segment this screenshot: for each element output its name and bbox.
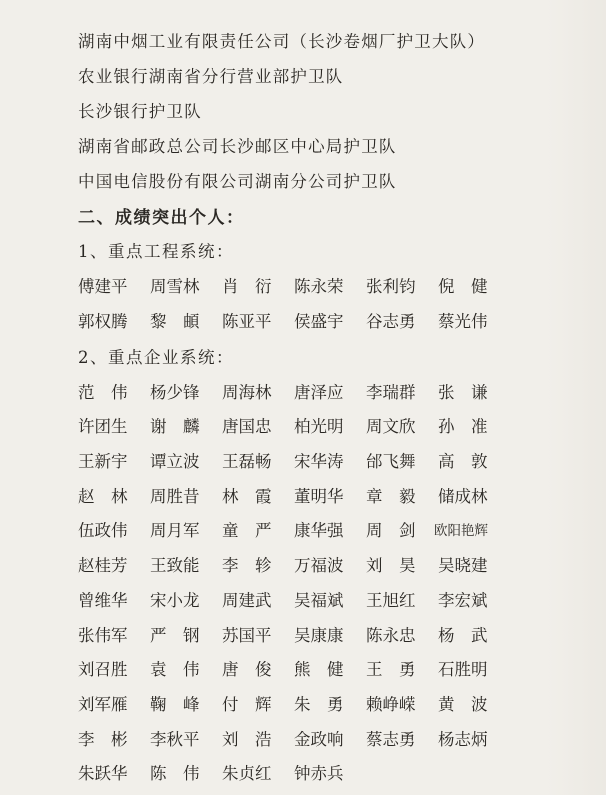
person-name: 蔡志勇	[366, 730, 416, 749]
name-row	[78, 379, 498, 403]
person-name: 周胜昔	[150, 487, 200, 506]
person-name: 董明华	[294, 487, 344, 506]
organization-line: 湖南中烟工业有限责任公司（长沙卷烟厂护卫大队）	[78, 32, 486, 51]
person-name: 刘 昊	[366, 556, 416, 575]
person-name: 周 剑	[366, 521, 416, 540]
name-row	[78, 587, 498, 611]
person-name: 谷志勇	[366, 312, 416, 331]
person-name: 李 轸	[222, 556, 272, 575]
person-name: 陈永荣	[294, 277, 344, 296]
person-name: 曾维华	[78, 591, 128, 610]
person-name: 万福波	[294, 556, 344, 575]
name-row	[78, 448, 498, 472]
person-name: 柏光明	[294, 417, 344, 436]
person-name: 唐泽应	[294, 383, 344, 402]
group-title: 1、重点工程系统：	[78, 242, 234, 261]
person-name: 倪 健	[438, 277, 488, 296]
person-name: 严 钢	[150, 626, 200, 645]
person-name: 谢 麟	[150, 417, 200, 436]
name-row	[78, 691, 498, 715]
person-name: 唐国忠	[222, 417, 272, 436]
person-name: 杨少锋	[150, 383, 200, 402]
person-name: 刘召胜	[78, 660, 128, 679]
person-name: 石胜明	[438, 660, 488, 679]
person-name: 陈 伟	[150, 764, 200, 783]
name-row	[78, 483, 498, 507]
organization-line: 长沙银行护卫队	[78, 102, 202, 121]
person-name: 周月军	[150, 521, 200, 540]
person-name: 郭权腾	[78, 312, 128, 331]
person-name: 童 严	[222, 521, 272, 540]
person-name: 张 谦	[438, 383, 488, 402]
person-name: 金政响	[294, 730, 344, 749]
person-name: 袁 伟	[150, 660, 200, 679]
person-name: 蔡光伟	[438, 312, 488, 331]
person-name: 邰飞舞	[366, 452, 416, 471]
person-name: 黄 波	[438, 695, 488, 714]
organization-line: 中国电信股份有限公司湖南分公司护卫队	[78, 172, 397, 191]
person-name: 周雪林	[150, 277, 200, 296]
person-name: 宋小龙	[150, 591, 200, 610]
person-name: 李秋平	[150, 730, 200, 749]
person-name: 欧阳艳辉	[434, 523, 488, 539]
person-name: 周文欣	[366, 417, 416, 436]
name-row	[78, 656, 498, 680]
name-row	[78, 517, 498, 541]
person-name: 肖 衍	[222, 277, 272, 296]
person-name: 宋华涛	[294, 452, 344, 471]
person-name: 赵桂芳	[78, 556, 128, 575]
person-name: 吴福斌	[294, 591, 344, 610]
person-name: 康华强	[294, 521, 344, 540]
person-name: 王新宇	[78, 452, 128, 471]
person-name: 李宏斌	[438, 591, 488, 610]
person-name: 吴康康	[294, 626, 344, 645]
person-name: 黎 頔	[150, 312, 200, 331]
person-name: 储成林	[438, 487, 488, 506]
person-name: 陈永忠	[366, 626, 416, 645]
name-row	[78, 726, 498, 750]
name-row	[78, 308, 498, 332]
person-name: 王旭红	[366, 591, 416, 610]
person-name: 王致能	[150, 556, 200, 575]
person-name: 赵 林	[78, 487, 128, 506]
person-name: 张利钧	[366, 277, 416, 296]
person-name: 张伟军	[78, 626, 128, 645]
person-name: 赖峥嵘	[366, 695, 416, 714]
person-name: 谭立波	[150, 452, 200, 471]
person-name: 吴晓建	[438, 556, 488, 575]
person-name: 李瑞群	[366, 383, 416, 402]
name-row	[78, 622, 498, 646]
scan-edge-shading	[546, 0, 606, 795]
group-title: 2、重点企业系统：	[78, 348, 234, 367]
name-row	[78, 273, 498, 297]
person-name: 伍政伟	[78, 521, 128, 540]
person-name: 李 彬	[78, 730, 128, 749]
person-name: 苏国平	[222, 626, 272, 645]
person-name: 朱 勇	[294, 695, 344, 714]
person-name: 章 毅	[366, 487, 416, 506]
person-name: 刘 浩	[222, 730, 272, 749]
name-row	[78, 760, 498, 784]
person-name: 孙 准	[438, 417, 488, 436]
person-name: 杨志炳	[438, 730, 488, 749]
person-name: 许团生	[78, 417, 128, 436]
person-name: 范 伟	[78, 383, 128, 402]
person-name: 傅建平	[78, 277, 128, 296]
person-name: 周海林	[222, 383, 272, 402]
person-name: 熊 健	[294, 660, 344, 679]
person-name: 侯盛宇	[294, 312, 344, 331]
person-name: 刘军雁	[78, 695, 128, 714]
organization-line: 农业银行湖南省分行营业部护卫队	[78, 67, 344, 86]
person-name: 高 敦	[438, 452, 488, 471]
person-name: 朱贞红	[222, 764, 272, 783]
name-row	[78, 413, 498, 437]
person-name: 林 霞	[222, 487, 272, 506]
person-name: 付 辉	[222, 695, 272, 714]
person-name: 杨 武	[438, 626, 488, 645]
person-name: 王磊畅	[222, 452, 272, 471]
organization-line: 湖南省邮政总公司长沙邮区中心局护卫队	[78, 137, 397, 156]
person-name: 朱跃华	[78, 764, 128, 783]
person-name: 陈亚平	[222, 312, 272, 331]
person-name: 唐 俊	[222, 660, 272, 679]
person-name: 鞠 峰	[150, 695, 200, 714]
name-row	[78, 552, 498, 576]
person-name: 钟赤兵	[294, 764, 344, 783]
section-heading: 二、成绩突出个人：	[78, 208, 245, 228]
person-name: 周建武	[222, 591, 272, 610]
person-name: 王 勇	[366, 660, 416, 679]
